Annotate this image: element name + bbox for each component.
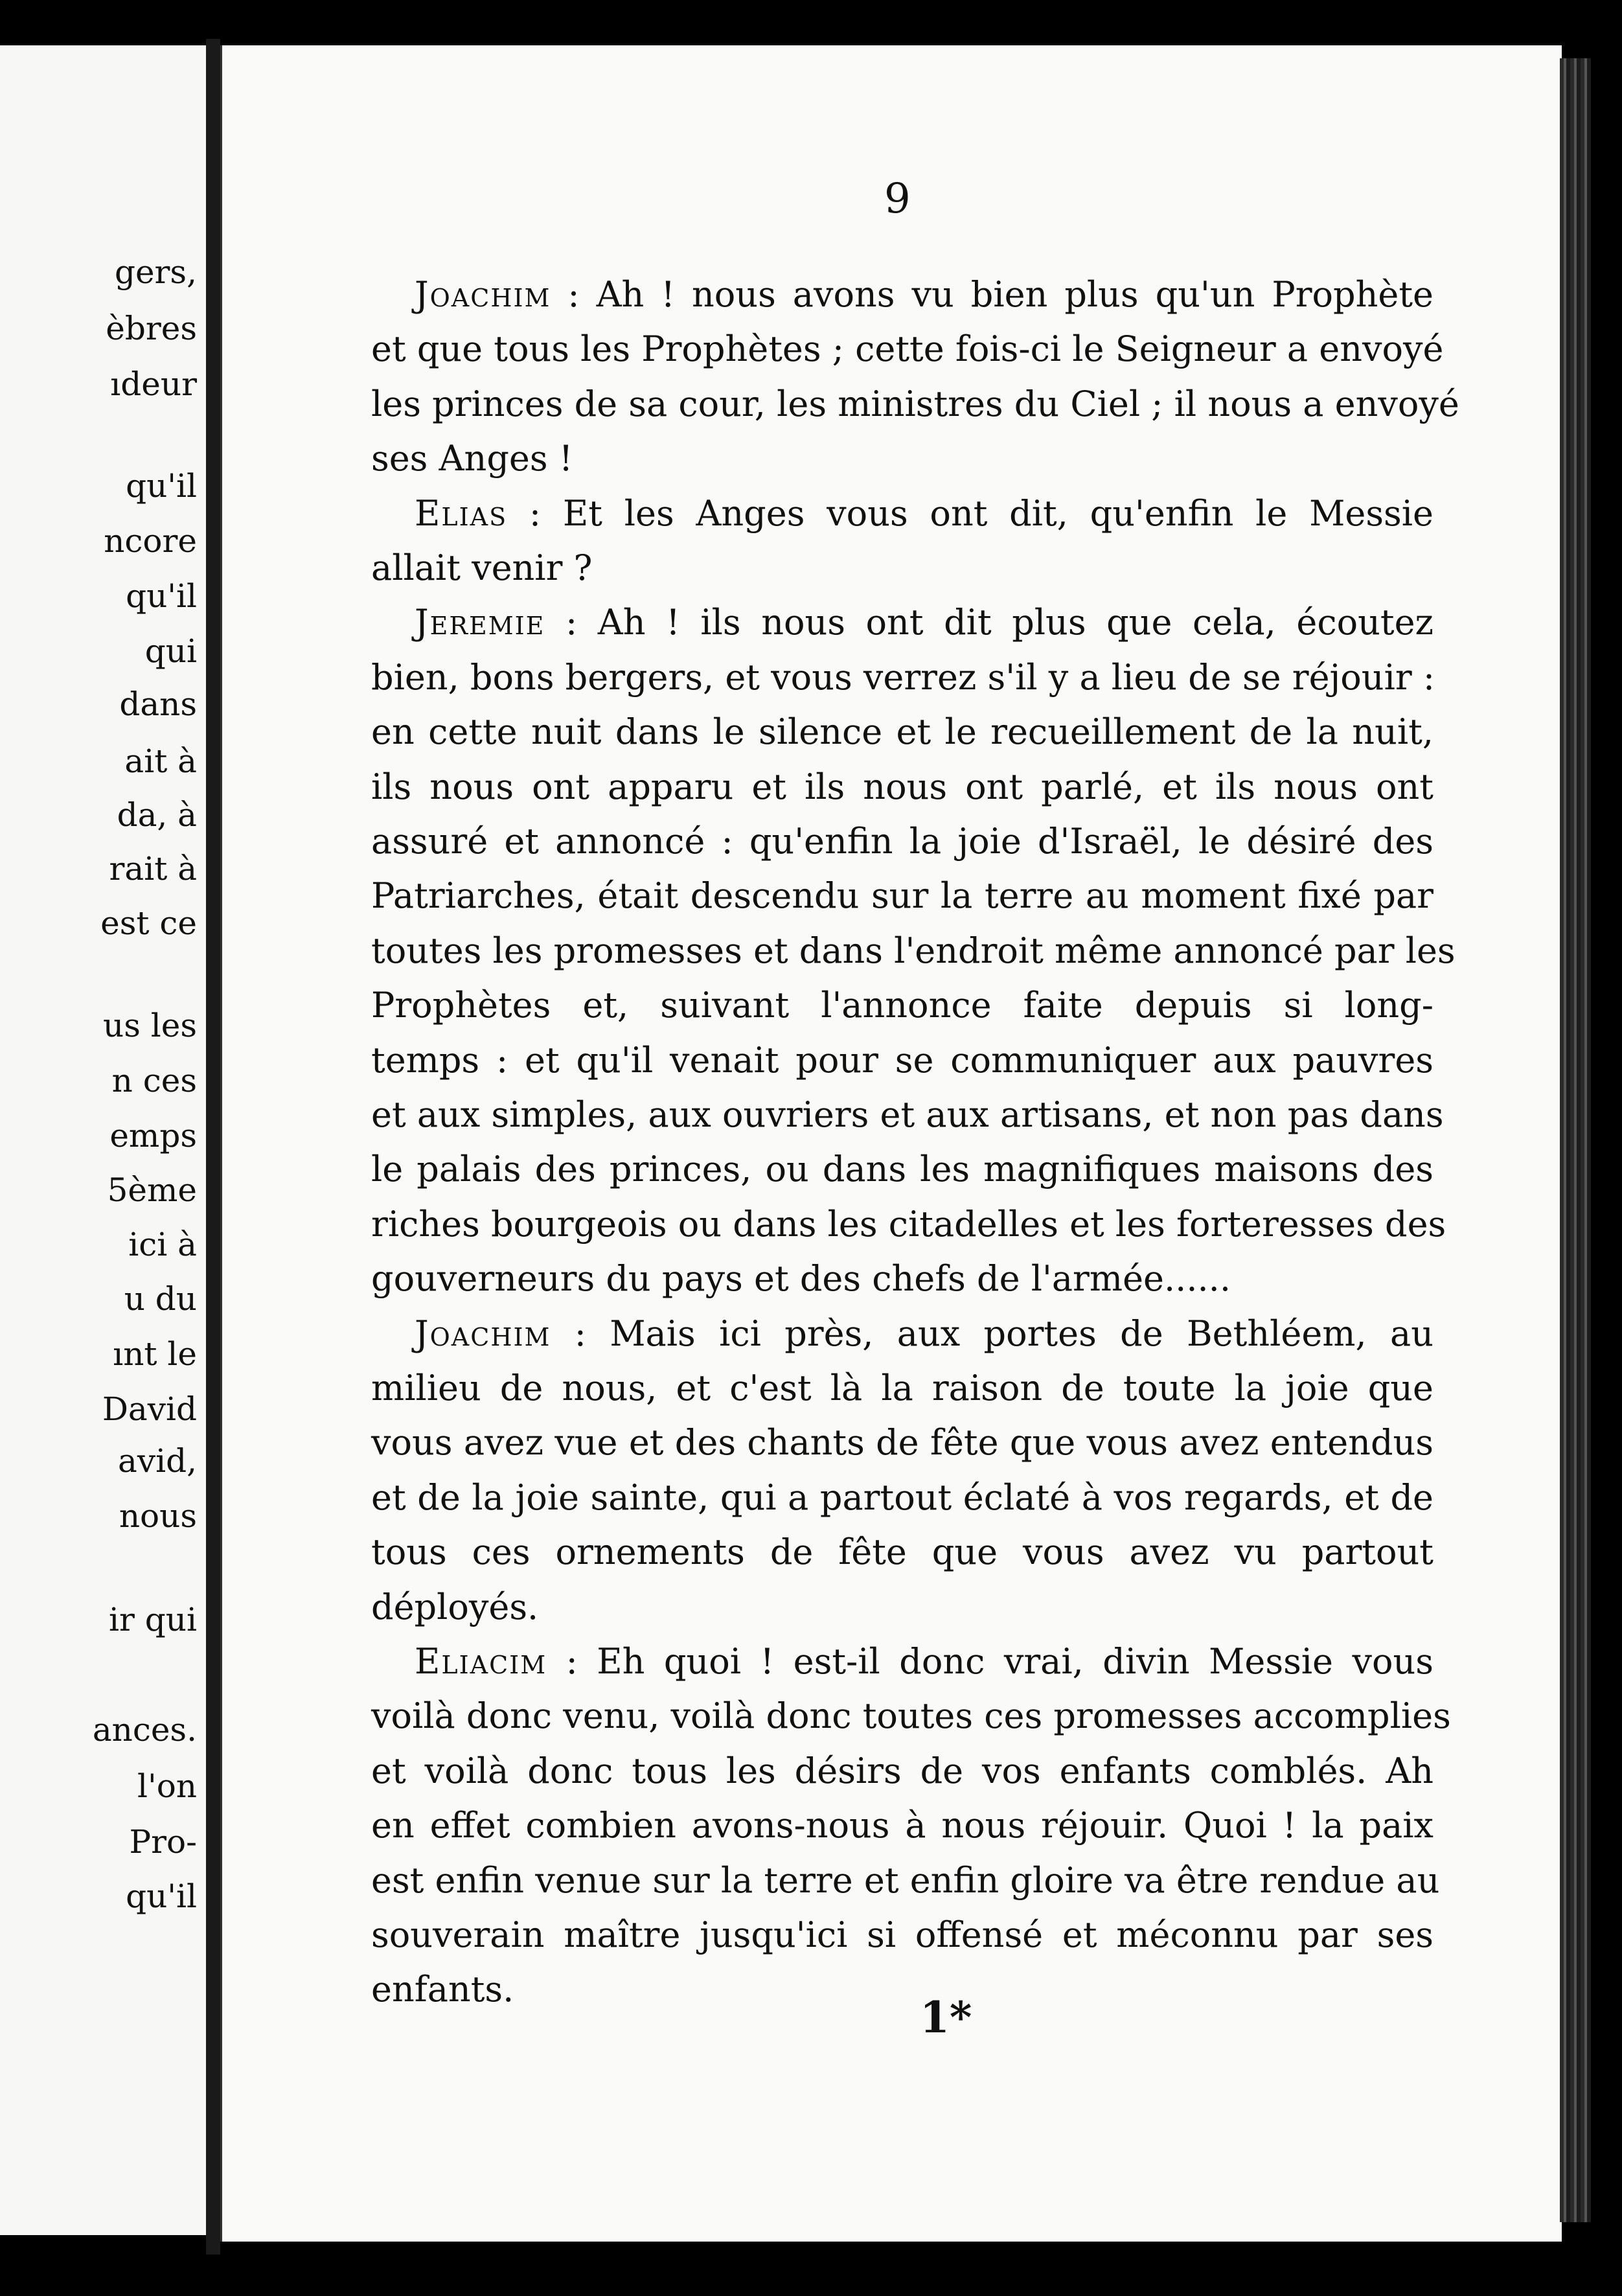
facing-page-fragment: emps xyxy=(109,1117,197,1154)
text-line: allait venir ? xyxy=(371,547,593,588)
facing-page-fragment: n ces xyxy=(111,1062,197,1099)
facing-page-fragment: ncore xyxy=(104,522,197,560)
text-line: voilà donc venu, voilà donc toutes ces promesses accomplies xyxy=(371,1695,1451,1736)
facing-page-fragment: qu'il xyxy=(126,467,197,505)
facing-page-fragment: da, à xyxy=(117,796,197,834)
text-line: toutes les promesses et dans l'endroit même annoncé par les xyxy=(371,930,1456,971)
facing-page-left xyxy=(0,45,209,2235)
facing-page-fragment: ıdeur xyxy=(110,365,197,403)
dialogue-text: : Eh quoi ! est-il donc vrai, divin Messie vous xyxy=(547,1641,1434,1682)
facing-page-fragment: dans xyxy=(119,685,197,723)
text-line: et aux simples, aux ouvriers et aux artisans, et non pas dans xyxy=(371,1094,1444,1135)
facing-page-fragment: rait à xyxy=(109,850,197,888)
text-line: le palais des princes, ou dans les magnifiques maisons des xyxy=(371,1149,1434,1189)
book-page xyxy=(220,45,1562,2242)
facing-page-fragment: ances. xyxy=(92,1711,197,1749)
text-line xyxy=(415,1641,1434,1682)
facing-page-fragment: èbres xyxy=(106,310,197,347)
facing-page-fragment: ınt le xyxy=(113,1335,197,1373)
page-number: 9 xyxy=(884,175,911,223)
facing-page-fragment: us les xyxy=(103,1007,197,1044)
facing-page-fragment: l'on xyxy=(137,1767,197,1805)
text-line: ses Anges ! xyxy=(371,438,573,479)
text-line: vous avez vue et des chants de fête que vous avez entendus xyxy=(371,1422,1434,1463)
text-line: tous ces ornements de fête que vous avez vu partout xyxy=(371,1532,1434,1572)
page-edges xyxy=(1560,58,1591,2222)
text-line: et que tous les Prophètes ; cette fois-ci le Seigneur a envoyé xyxy=(371,328,1444,369)
text-line xyxy=(415,493,1434,534)
text-line: Patriarches, était descendu sur la terre au moment fixé par xyxy=(371,875,1434,916)
facing-page-fragment: est ce xyxy=(100,904,197,942)
facing-page-fragment: ait à xyxy=(124,742,197,780)
dialogue-text: : Et les Anges vous ont dit, qu'enfin le Messie xyxy=(507,493,1434,534)
text-line: est enfin venue sur la terre et enfin gloire va être rendue au xyxy=(371,1860,1440,1901)
text-line: milieu de nous, et c'est là la raison de toute la joie que xyxy=(371,1368,1434,1408)
facing-page-fragment: qu'il xyxy=(126,1877,197,1915)
text-line: en effet combien avons-nous à nous réjouir. Quoi ! la paix xyxy=(371,1805,1434,1846)
text-line: Prophètes et, suivant l'annonce faite depuis si long- xyxy=(371,985,1434,1026)
facing-page-fragment: David xyxy=(102,1390,197,1428)
text-line: en cette nuit dans le silence et le recueillement de la nuit, xyxy=(371,711,1434,752)
speaker-name: Eliacim xyxy=(415,1641,547,1682)
dialogue-text: : Ah ! nous avons vu bien plus qu'un Prophète xyxy=(551,274,1434,315)
text-line xyxy=(415,1313,1434,1354)
text-line: ils nous ont apparu et ils nous ont parlé, et ils nous ont xyxy=(371,766,1434,807)
text-line: et voilà donc tous les désirs de vos enfants comblés. Ah xyxy=(371,1751,1434,1791)
facing-page-fragment: ir qui xyxy=(109,1601,197,1638)
facing-page-fragment: avid, xyxy=(118,1442,197,1480)
text-line: bien, bons bergers, et vous verrez s'il y a lieu de se réjouir : xyxy=(371,657,1435,698)
text-line: enfants. xyxy=(371,1969,514,2010)
facing-page-fragment: qu'il xyxy=(126,577,197,615)
text-line: temps : et qu'il venait pour se communiquer aux pauvres xyxy=(371,1040,1434,1081)
book-gutter xyxy=(206,39,220,2255)
facing-page-fragment: 5ème xyxy=(107,1171,197,1209)
facing-page-fragment: gers, xyxy=(114,253,197,291)
speaker-name: Elias xyxy=(415,493,508,534)
text-line xyxy=(415,602,1434,643)
text-line: et de la joie sainte, qui a partout éclaté à vos regards, et de xyxy=(371,1477,1434,1518)
text-line: souverain maître jusqu'ici si offensé et méconnu par ses xyxy=(371,1914,1434,1955)
facing-page-fragment: u du xyxy=(124,1280,197,1318)
text-line xyxy=(415,274,1434,315)
text-line: gouverneurs du pays et des chefs de l'armée...... xyxy=(371,1258,1231,1299)
facing-page-fragment: Pro- xyxy=(129,1823,197,1861)
text-line: déployés. xyxy=(371,1587,539,1627)
facing-page-fragment: nous xyxy=(119,1497,197,1535)
text-line: les princes de sa cour, les ministres du Ciel ; il nous a envoyé xyxy=(371,384,1459,424)
dialogue-text: : Ah ! ils nous ont dit plus que cela, écoutez xyxy=(545,602,1434,643)
speaker-name: Jeremie xyxy=(415,602,545,643)
facing-page-fragment: ici à xyxy=(128,1226,197,1263)
speaker-name: Joachim xyxy=(415,274,551,315)
text-line: riches bourgeois ou dans les citadelles et les forteresses des xyxy=(371,1204,1446,1245)
speaker-name: Joachim xyxy=(415,1313,551,1354)
signature-mark: 1* xyxy=(920,1992,972,2043)
text-line: assuré et annoncé : qu'enfin la joie d'Israël, le désiré des xyxy=(371,821,1434,862)
facing-page-fragment: qui xyxy=(144,632,197,670)
dialogue-text: : Mais ici près, aux portes de Bethléem, au xyxy=(551,1313,1434,1354)
